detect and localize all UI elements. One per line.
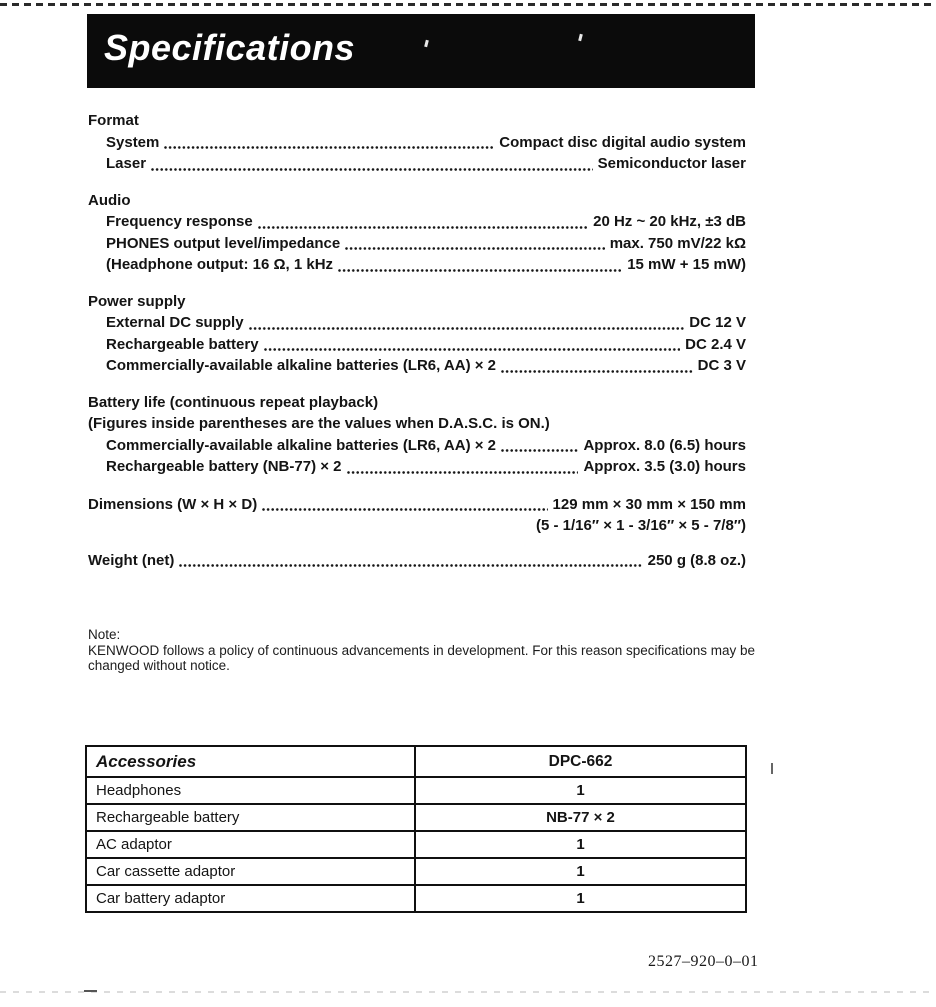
section-audio bbox=[88, 190, 746, 276]
page-title: Specifications bbox=[104, 27, 356, 68]
accessory-qty: 1 bbox=[415, 831, 746, 858]
specifications-banner bbox=[87, 14, 755, 88]
scan-speck bbox=[578, 34, 583, 42]
accessory-name: Rechargeable battery bbox=[86, 804, 415, 831]
document-part-number: 2527–920–0–01 bbox=[648, 953, 759, 970]
dot-leader bbox=[345, 247, 604, 250]
spec-row bbox=[88, 233, 746, 255]
section-heading: Format bbox=[88, 112, 139, 129]
spec-label: Commercially-available alkaline batteries (LR6, AA) × 2 bbox=[106, 357, 497, 374]
page-bottom-edge-dashes bbox=[0, 991, 936, 993]
table-row bbox=[86, 777, 746, 804]
table-row bbox=[86, 858, 746, 885]
accessory-qty: NB-77 × 2 bbox=[415, 804, 746, 831]
spec-row bbox=[88, 254, 746, 276]
spec-row bbox=[88, 355, 746, 377]
table-row bbox=[86, 804, 746, 831]
accessory-qty: 1 bbox=[415, 885, 746, 912]
dot-leader bbox=[151, 168, 593, 171]
spec-row bbox=[88, 456, 746, 478]
spec-value: 20 Hz ~ 20 kHz, ±3 dB bbox=[593, 213, 746, 230]
accessory-qty: 1 bbox=[415, 858, 746, 885]
spec-label: Commercially-available alkaline batteries (LR6, AA) × 2 bbox=[106, 436, 497, 454]
spec-value: DC 2.4 V bbox=[685, 335, 746, 353]
spec-value: Approx. 3.5 (3.0) hours bbox=[583, 458, 746, 475]
spec-value: 15 mW + 15 mW) bbox=[627, 256, 746, 273]
spec-row bbox=[88, 494, 746, 516]
spec-value: 129 mm × 30 mm × 150 mm bbox=[552, 495, 746, 513]
spec-label: Weight (net) bbox=[88, 551, 175, 569]
section-heading: Audio bbox=[88, 191, 131, 209]
table-row bbox=[86, 831, 746, 858]
note-block bbox=[88, 627, 780, 674]
dot-leader bbox=[347, 471, 579, 474]
scan-speck bbox=[424, 40, 429, 48]
section-subheading: (Figures inside parentheses are the values when D.A.S.C. is ON.) bbox=[88, 415, 550, 432]
note-text: KENWOOD follows a policy of continuous advancements in development. For this reason specifications may be changed without notice. bbox=[88, 642, 756, 673]
section-heading: Power supply bbox=[88, 292, 186, 310]
accessory-name: Headphones bbox=[86, 777, 415, 804]
scan-dash-mark bbox=[84, 990, 97, 992]
spec-value: Semiconductor laser bbox=[597, 155, 746, 172]
spec-value: 250 g (8.8 oz.) bbox=[647, 551, 746, 569]
spec-row bbox=[88, 211, 746, 233]
section-format bbox=[88, 110, 746, 175]
dimensions-inches-value: (5 - 1/16″ × 1 - 3/16″ × 5 - 7/8″) bbox=[536, 517, 746, 534]
spec-row bbox=[88, 153, 746, 175]
spec-value: DC 3 V bbox=[697, 357, 746, 374]
section-heading: Battery life (continuous repeat playback) bbox=[88, 393, 379, 411]
specifications-content bbox=[88, 110, 756, 674]
spec-label: Frequency response bbox=[106, 213, 253, 230]
spec-row bbox=[88, 435, 746, 457]
spec-label: Dimensions (W × H × D) bbox=[88, 495, 258, 513]
accessories-header-label: Accessories bbox=[86, 746, 415, 777]
spec-value: Approx. 8.0 (6.5) hours bbox=[583, 436, 746, 454]
spec-label: External DC supply bbox=[106, 314, 244, 331]
dot-leader bbox=[338, 269, 622, 272]
spec-row bbox=[88, 334, 746, 356]
spec-row bbox=[88, 550, 746, 572]
accessory-qty: 1 bbox=[415, 777, 746, 804]
table-row bbox=[86, 885, 746, 912]
section-weight bbox=[88, 550, 746, 572]
section-dimensions bbox=[88, 494, 746, 537]
model-header-label: DPC-662 bbox=[415, 746, 746, 777]
section-battery-life bbox=[88, 392, 746, 478]
note-heading: Note: bbox=[88, 627, 121, 642]
accessories-table-header bbox=[86, 746, 746, 777]
dot-leader bbox=[262, 508, 547, 511]
spec-row bbox=[88, 132, 746, 154]
dot-leader bbox=[258, 226, 588, 229]
spec-label: Rechargeable battery bbox=[106, 335, 259, 353]
page-top-edge-dashes bbox=[0, 3, 936, 6]
accessory-name: AC adaptor bbox=[86, 831, 415, 858]
spec-label: Laser bbox=[106, 155, 147, 172]
spec-label: PHONES output level/impedance bbox=[106, 234, 341, 252]
dot-leader bbox=[264, 348, 681, 351]
spec-label: System bbox=[106, 133, 160, 151]
spec-value: DC 12 V bbox=[689, 314, 746, 331]
spec-row bbox=[88, 312, 746, 334]
dot-leader bbox=[179, 564, 642, 567]
spec-label: Rechargeable battery (NB-77) × 2 bbox=[106, 458, 342, 475]
dot-leader bbox=[501, 370, 693, 373]
spec-value: max. 750 mV/22 kΩ bbox=[609, 234, 746, 252]
accessory-name: Car cassette adaptor bbox=[86, 858, 415, 885]
spec-label: (Headphone output: 16 Ω, 1 kHz bbox=[106, 256, 334, 273]
dot-leader bbox=[164, 146, 494, 149]
accessories-table bbox=[85, 745, 747, 913]
spec-value: Compact disc digital audio system bbox=[499, 133, 746, 151]
accessory-name: Car battery adaptor bbox=[86, 885, 415, 912]
dot-leader bbox=[501, 449, 578, 452]
section-power-supply bbox=[88, 291, 746, 377]
scan-tick-mark bbox=[771, 763, 773, 774]
dot-leader bbox=[249, 327, 685, 330]
